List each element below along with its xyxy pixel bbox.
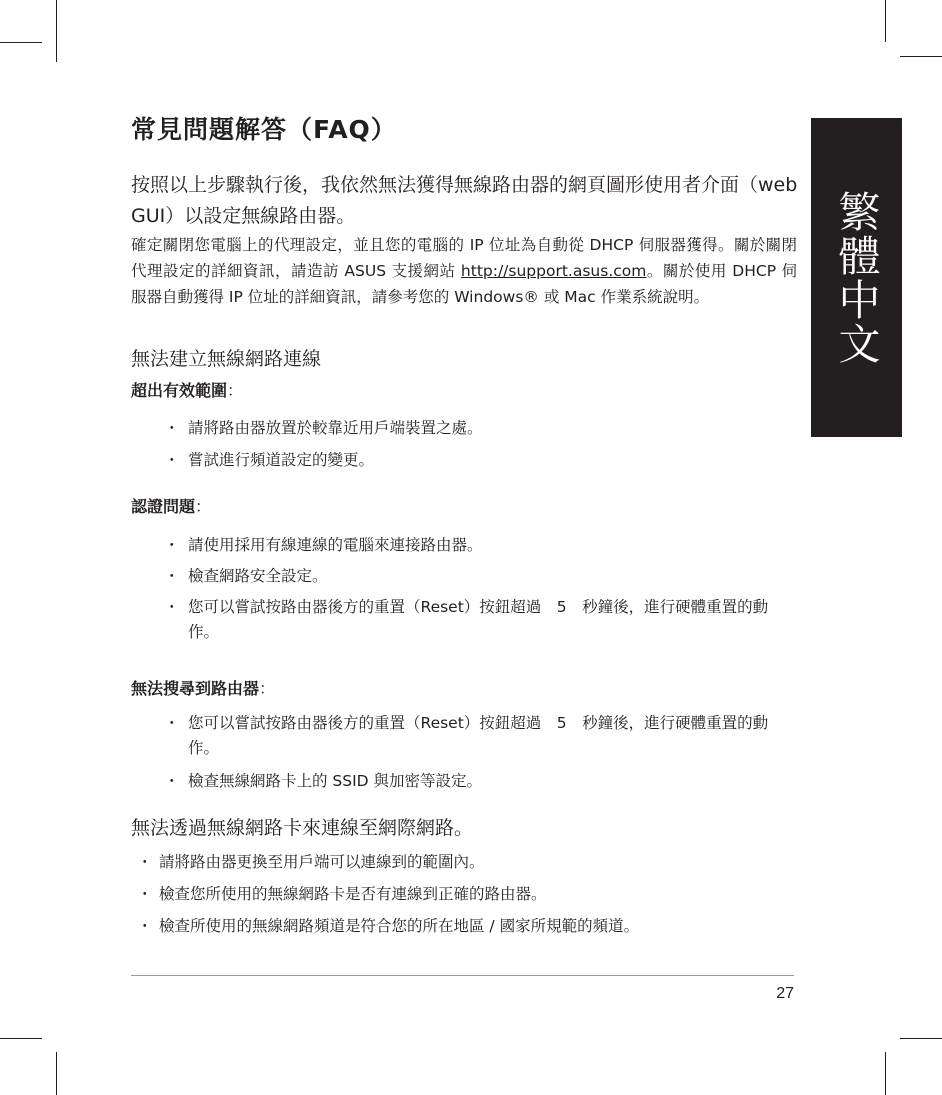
language-tab-label: 繁體中文 — [832, 189, 882, 366]
list-item-text: 檢查您所使用的無線網路卡是否有連線到正確的路由器。 — [159, 885, 547, 903]
list-item — [131, 882, 797, 907]
crop-mark — [885, 0, 886, 42]
intro-paragraph — [131, 232, 797, 310]
crop-mark — [56, 1052, 57, 1095]
subheading-text: 超出有效範圍 — [131, 381, 228, 400]
list-item — [131, 850, 797, 875]
subheading-authentication — [131, 495, 211, 519]
bullet: ・ — [164, 714, 180, 732]
page-title: 常見問題解答（FAQ） — [131, 115, 397, 144]
subheading-router-not-found — [131, 677, 275, 701]
subheading-out-of-range — [131, 379, 243, 403]
bullet: ・ — [164, 451, 180, 469]
list-item — [131, 533, 797, 558]
list-no-internet — [131, 850, 797, 939]
question-heading: 按照以上步驟執行後，我依然無法獲得無線路由器的網頁圖形使用者介面（web GUI）以設定無線路由器。 — [131, 174, 798, 227]
bullet: ・ — [164, 567, 180, 585]
intro-text-1: 確定關閉您電腦上的代理設定，並且您的電腦的 IP 位址為自動從 DHCP 伺服器獲得。關於關閉代理設定的詳細資訊，請造訪 ASUS 支援網站 — [131, 236, 797, 280]
language-tab — [811, 118, 902, 437]
section-heading-no-internet: 無法透過無線網路卡來連線至網際網路。 — [131, 817, 474, 839]
crop-mark — [900, 56, 942, 57]
list-item-text: 請使用採用有線連線的電腦來連接路由器。 — [188, 536, 483, 554]
list-item — [131, 595, 797, 645]
bullet: ・ — [137, 917, 153, 935]
list-item-text: 您可以嘗試按路由器後方的重置（Reset）按鈕超過 5 秒鐘後，進行硬體重置的動作。 — [188, 714, 769, 757]
list-item — [131, 769, 797, 794]
section-heading-no-connection: 無法建立無線網路連線 — [131, 348, 322, 370]
subheading-colon: ： — [259, 679, 276, 698]
crop-mark — [0, 42, 42, 43]
list-item-text: 檢查無線網路卡上的 SSID 與加密等設定。 — [188, 772, 483, 790]
list-authentication — [131, 533, 797, 645]
bullet: ・ — [164, 419, 180, 437]
bullet: ・ — [164, 772, 180, 790]
list-item-text: 您可以嘗試按路由器後方的重置（Reset）按鈕超過 5 秒鐘後，進行硬體重置的動作。 — [188, 598, 769, 641]
subheading-colon: ： — [227, 381, 244, 400]
list-out-of-range — [131, 416, 797, 473]
list-item-text: 嘗試進行頻道設定的變更。 — [188, 451, 375, 469]
page-number: 27 — [776, 985, 794, 1002]
bullet: ・ — [137, 885, 153, 903]
list-item — [131, 564, 797, 589]
list-item-text: 檢查所使用的無線網路頻道是符合您的所在地區 / 國家所規範的頻道。 — [159, 917, 640, 935]
list-item — [131, 416, 797, 441]
list-item — [131, 914, 797, 939]
subheading-colon: ： — [195, 497, 212, 516]
support-link[interactable]: http://support.asus.com — [460, 262, 647, 280]
list-item — [131, 711, 797, 761]
crop-mark — [900, 1038, 942, 1039]
list-item-text: 請將路由器更換至用戶端可以連線到的範圍內。 — [159, 853, 485, 871]
intro-text-2: 。關於使用 DHCP 伺服器自動獲得 IP 位址的詳細資訊，請參考您的 Windows® 或 Mac 作業系統說明。 — [131, 262, 797, 306]
bullet: ・ — [164, 598, 180, 616]
list-router-not-found — [131, 711, 797, 794]
crop-mark — [0, 1038, 42, 1039]
subheading-text: 認證問題 — [131, 497, 196, 516]
list-item-text: 請將路由器放置於較靠近用戶端裝置之處。 — [188, 419, 483, 437]
bullet: ・ — [137, 853, 153, 871]
crop-mark — [56, 0, 57, 62]
list-item-text: 檢查網路安全設定。 — [188, 567, 328, 585]
crop-mark — [885, 1052, 886, 1095]
bullet: ・ — [164, 536, 180, 554]
subheading-text: 無法搜尋到路由器 — [131, 679, 260, 698]
list-item — [131, 448, 797, 473]
footer-divider — [131, 975, 794, 976]
